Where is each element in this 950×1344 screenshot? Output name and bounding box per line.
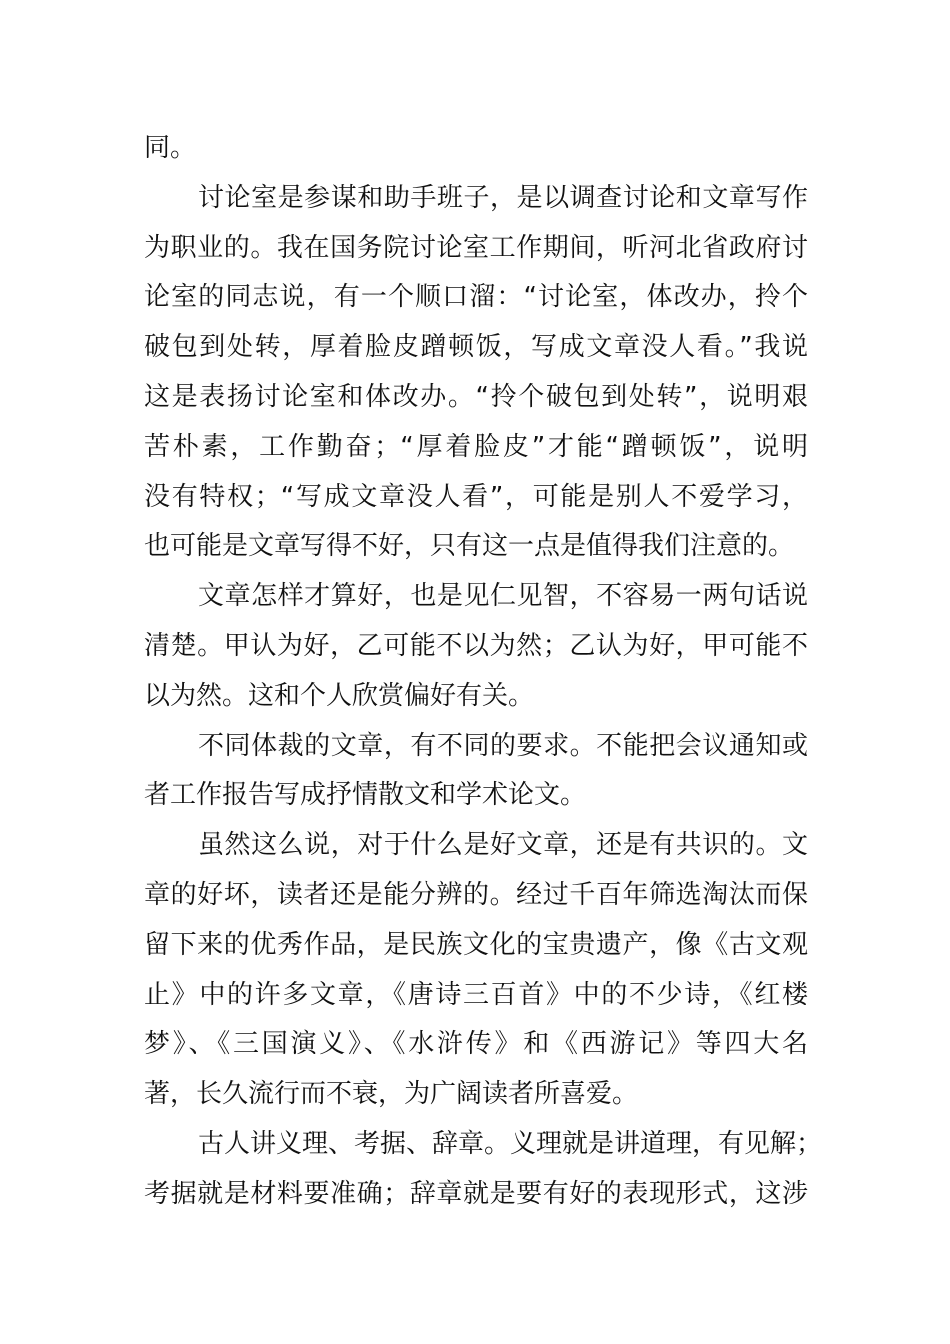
text-line: 破包到处转，厚着脸皮蹭顿饭，写成文章没人看。”我说 xyxy=(144,332,808,363)
text-line: 这是表扬讨论室和体改办。“拎个破包到处转”，说明艰 xyxy=(144,381,808,412)
text-line: 章的好坏，读者还是能分辨的。经过千百年筛选淘汰而保 xyxy=(144,879,808,910)
text-line: 同。 xyxy=(144,133,197,163)
text-line: 梦》、《三国演义》、《水浒传》和《西游记》等四大名 xyxy=(144,1029,808,1060)
body-text xyxy=(144,124,823,1220)
text-line: 留下来的优秀作品，是民族文化的宝贵遗产，像《古文观 xyxy=(144,929,808,960)
text-line: 没有特权；“写成文章没人看”，可能是别人不爱学习， xyxy=(144,481,808,512)
paragraph xyxy=(144,722,808,822)
text-line: 为职业的。我在国务院讨论室工作期间，听河北省政府讨 xyxy=(144,232,808,263)
text-line: 清楚。甲认为好，乙可能不以为然；乙认为好，甲可能不 xyxy=(144,630,808,661)
paragraph xyxy=(144,1120,823,1220)
text-line: 者工作报告写成抒情散文和学术论文。 xyxy=(144,780,587,811)
paragraph xyxy=(144,821,808,1120)
text-line: 论室的同志说，有一个顺口溜：“讨论室，体改办，拎个 xyxy=(144,282,808,313)
text-line: 也可能是文章写得不好，只有这一点是值得我们注意的。 xyxy=(144,531,795,562)
text-line: 讨论室是参谋和助手班子，是以调查讨论和文章写作 xyxy=(198,182,808,213)
text-line: 不同体裁的文章，有不同的要求。不能把会议通知或 xyxy=(198,730,808,761)
text-line: 苦朴素，工作勤奋；“厚着脸皮”才能“蹭顿饭”，说明 xyxy=(144,431,808,462)
paragraph xyxy=(144,124,808,174)
text-line: 止》中的许多文章，《唐诗三百首》中的不少诗，《红楼 xyxy=(144,979,808,1010)
text-line: 以为然。这和个人欣赏偏好有关。 xyxy=(144,680,535,711)
paragraph xyxy=(144,572,808,721)
text-line: 文章怎样才算好，也是见仁见智，不容易一两句话说 xyxy=(198,581,808,612)
text-line: 考据就是材料要准确；辞章就是要有好的表现形式，这涉 xyxy=(144,1178,808,1209)
text-line: 古人讲义理、考据、辞章。义理就是讲道理，有见解； xyxy=(198,1128,823,1159)
text-line: 虽然这么说，对于什么是好文章，还是有共识的。文 xyxy=(198,830,808,861)
paragraph xyxy=(144,174,808,572)
text-line: 著，长久流行而不衰，为广阔读者所喜爱。 xyxy=(144,1079,639,1110)
